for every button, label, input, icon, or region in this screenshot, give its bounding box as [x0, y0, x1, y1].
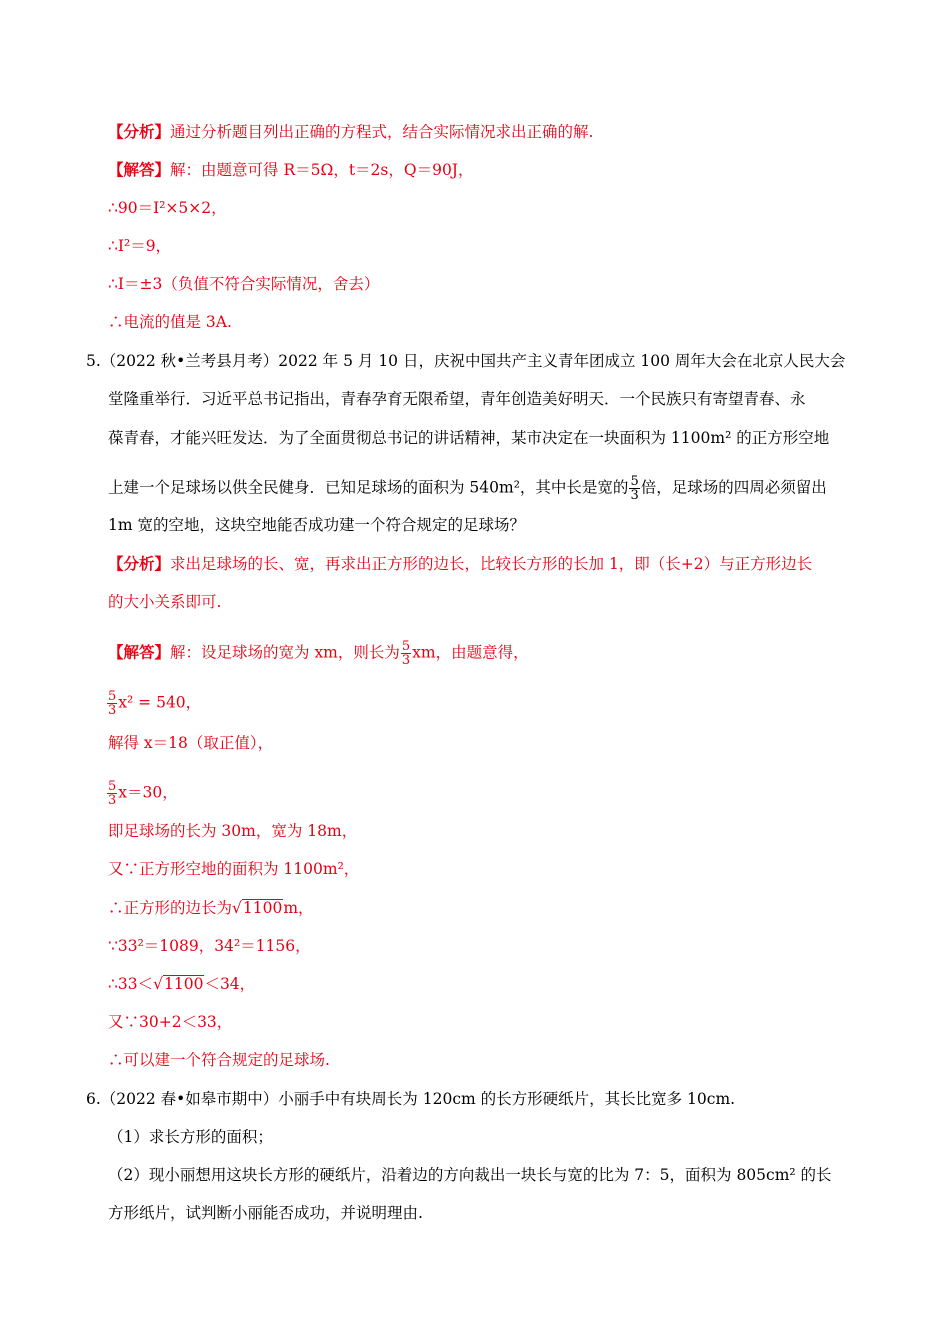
q4-step: ∴I²＝9， [108, 237, 172, 255]
q6-part: （2）现小丽想用这块长方形的硬纸片，沿着边的方向裁出一块长与宽的比为 7：5，面积为 805cm² 的长 [108, 1166, 832, 1184]
q6-part: （1）求长方形的面积； [108, 1128, 273, 1146]
step-text: ∴正方形的边长为 [108, 899, 233, 917]
q4-step: ∴90＝I²×5×2， [108, 199, 227, 217]
answer-text: 解：设足球场的宽为 xm，则长为 [170, 643, 400, 662]
q5-answer [108, 640, 529, 667]
answer-text: 解：由题意可得 R＝5Ω，t＝2s，Q＝90J， [170, 161, 474, 179]
q6-text-line: 6.（2022 春•如皋市期中）小丽手中有块周长为 120cm 的长方形硬纸片，其长比宽多 10cm. [86, 1090, 736, 1108]
q4-step: ∴I＝±3（负值不符合实际情况，舍去） [108, 275, 380, 293]
q5-text-line: 堂隆重举行．习近平总书记指出，青春孕育无限希望，青年创造美好明天．一个民族只有寄望青春、永 [108, 390, 806, 408]
q5-equation [106, 780, 178, 807]
q5-text-line [108, 475, 827, 502]
q5-step: ∴33＜√1100＜34， [108, 975, 256, 993]
q5-step: 又∵正方形空地的面积为 1100m²， [108, 860, 360, 878]
fraction-numerator: 5 [401, 639, 411, 654]
q5-step: 即足球场的长为 30m，宽为 18m， [108, 822, 358, 840]
analysis-tag: 【分析】 [108, 122, 171, 141]
analysis-tag: 【分析】 [108, 554, 171, 573]
fraction-numerator: 5 [108, 689, 117, 704]
q5-step: 又∵30+2＜33， [108, 1013, 233, 1031]
fraction-denominator: 3 [108, 703, 117, 718]
step-text: ＜34， [204, 975, 256, 993]
equation-text: x＝30， [118, 783, 178, 802]
fraction [107, 690, 117, 717]
q4-analysis [108, 122, 593, 142]
q5-text-part: 上建一个足球场以供全民健身．已知足球场的面积为 540m²，其中长是宽的 [108, 478, 629, 497]
fraction [629, 475, 639, 502]
fraction-denominator: 3 [108, 793, 117, 808]
sqrt-radicand: 1100 [242, 899, 283, 917]
q5-analysis-cont: 的大小关系即可. [108, 593, 222, 611]
q4-step: ∴电流的值是 3A. [108, 313, 232, 331]
fraction-denominator: 3 [401, 653, 411, 668]
equation-text: x² = 540， [118, 693, 202, 712]
q5-text-line: 葆青春，才能兴旺发达．为了全面贯彻总书记的讲话精神，某市决定在一块面积为 1100m² 的正方形空地 [108, 429, 830, 447]
answer-tag: 【解答】 [108, 642, 171, 662]
answer-tag: 【解答】 [108, 160, 171, 179]
step-text: ∴33＜ [108, 975, 154, 993]
fraction-numerator: 5 [108, 779, 117, 794]
q5-text-line: 1m 宽的空地，这块空地能否成功建一个符合规定的足球场？ [108, 516, 525, 534]
q6-part: 方形纸片，试判断小丽能否成功，并说明理由. [108, 1204, 423, 1222]
analysis-text: 通过分析题目列出正确的方程式，结合实际情况求出正确的解. [170, 123, 594, 141]
answer-text: xm，由题意得， [412, 643, 529, 662]
q5-analysis [108, 554, 812, 574]
q5-step: ∴可以建一个符合规定的足球场. [108, 1051, 330, 1069]
q5-step: ∵33²＝1089，34²＝1156， [108, 937, 311, 955]
q5-equation [106, 690, 201, 717]
q5-text-line: 5.（2022 秋•兰考县月考）2022 年 5 月 10 日，庆祝中国共产主义青年团成立 100 周年大会在北京人民大会 [86, 352, 846, 370]
sqrt-radicand: 1100 [163, 975, 204, 993]
fraction [107, 780, 117, 807]
step-text: m， [283, 899, 314, 917]
fraction [401, 640, 411, 667]
fraction-denominator: 3 [630, 488, 639, 503]
q5-text-part: 倍，足球场的四周必须留出 [640, 478, 827, 497]
analysis-text: 求出足球场的长、宽，再求出正方形的边长，比较长方形的长加 1，即（长+2）与正方形边长 [170, 555, 813, 573]
fraction-numerator: 5 [630, 474, 639, 489]
q5-step: ∴正方形的边长为√1100m， [108, 899, 314, 917]
q5-step: 解得 x＝18（取正值）， [108, 734, 274, 752]
q4-answer [108, 160, 474, 180]
